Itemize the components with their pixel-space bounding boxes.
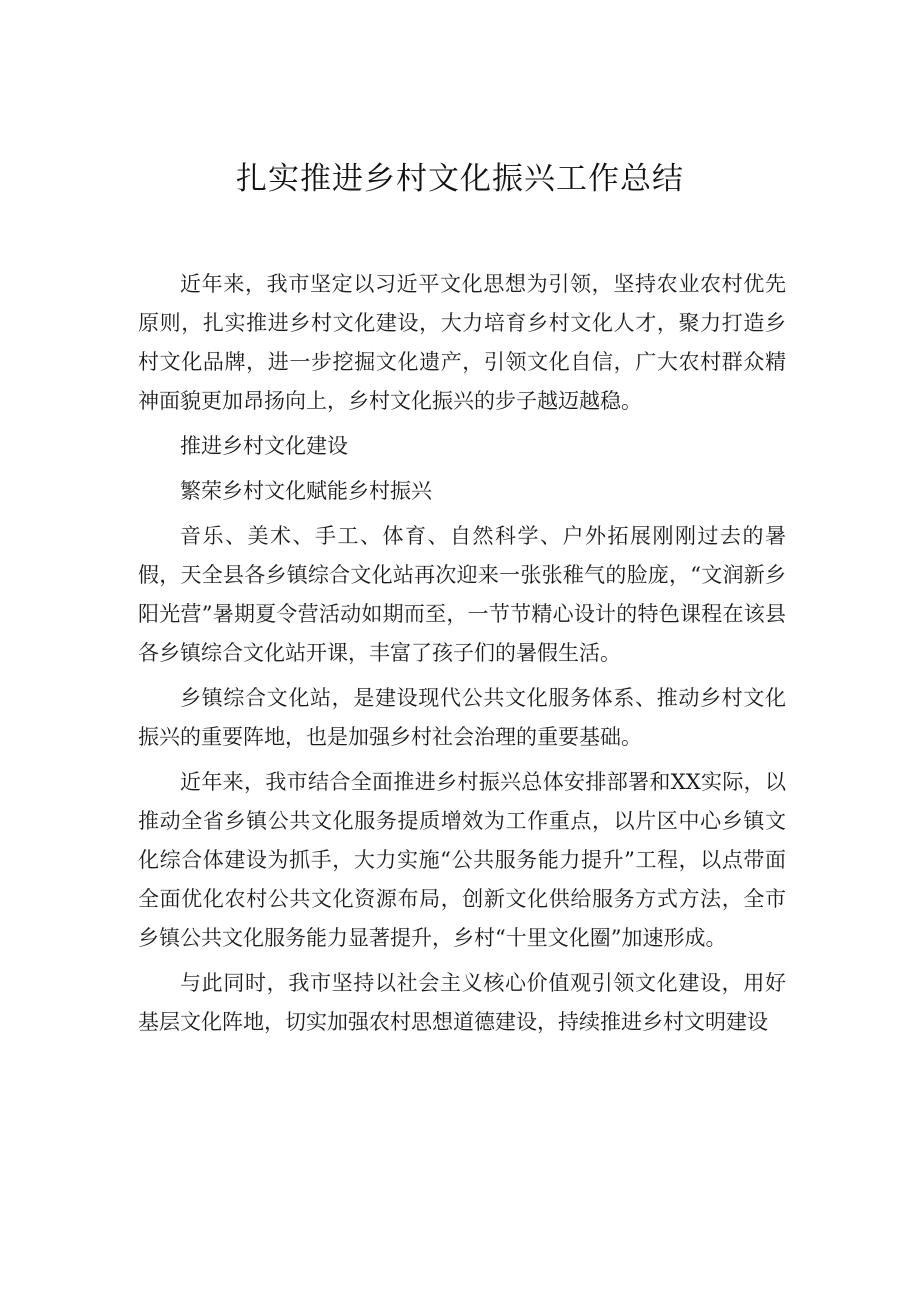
paragraph-public-service: 近年来，我市结合全面推进乡村振兴总体安排部署和XX实际，以推动全省乡镇公共文化服务提质增效为工作重点，以片区中心乡镇文化综合体建设为抓手，大力实施“公共服务能力提升”工程，以点带面全面优化农村公共文化资源布局，创新文化供给服务方式方法，全市乡镇公共文化服务能力显著提升，乡村“十里文化圈”加速形成。 xyxy=(138,770,786,950)
document-body xyxy=(138,265,786,1048)
document-title: 扎实推进乡村文化振兴工作总结 xyxy=(236,161,684,197)
paragraph-culture-station: 乡镇综合文化站，是建设现代公共文化服务体系、推动乡村文化振兴的重要阵地，也是加强乡村社会治理的重要基础。 xyxy=(138,686,786,749)
section-heading: 推进乡村文化建设 xyxy=(180,434,348,458)
paragraph-core-values: 与此同时，我市坚持以社会主义核心价值观引领文化建设，用好基层文化阵地，切实加强农村思想道德建设，持续推进乡村文明建设 xyxy=(138,971,786,1034)
subsection-heading: 繁荣乡村文化赋能乡村振兴 xyxy=(180,479,432,503)
paragraph-summer-camp: 音乐、美术、手工、体育、自然科学、户外拓展刚刚过去的暑假，天全县各乡镇综合文化站再次迎来一张张稚气的脸庞，“文润新乡阳光营”暑期夏令营活动如期而至，一节节精心设计的特色课程在该县各乡镇综合文化站开课，丰富了孩子们的暑假生活。 xyxy=(138,524,786,665)
paragraph-intro: 近年来，我市坚定以习近平文化思想为引领，坚持农业农村优先原则，扎实推进乡村文化建设，大力培育乡村文化人才，聚力打造乡村文化品牌，进一步挖掘文化遗产，引领文化自信，广大农村群众精神面貌更加昂扬向上，乡村文化振兴的步子越迈越稳。 xyxy=(138,272,786,413)
